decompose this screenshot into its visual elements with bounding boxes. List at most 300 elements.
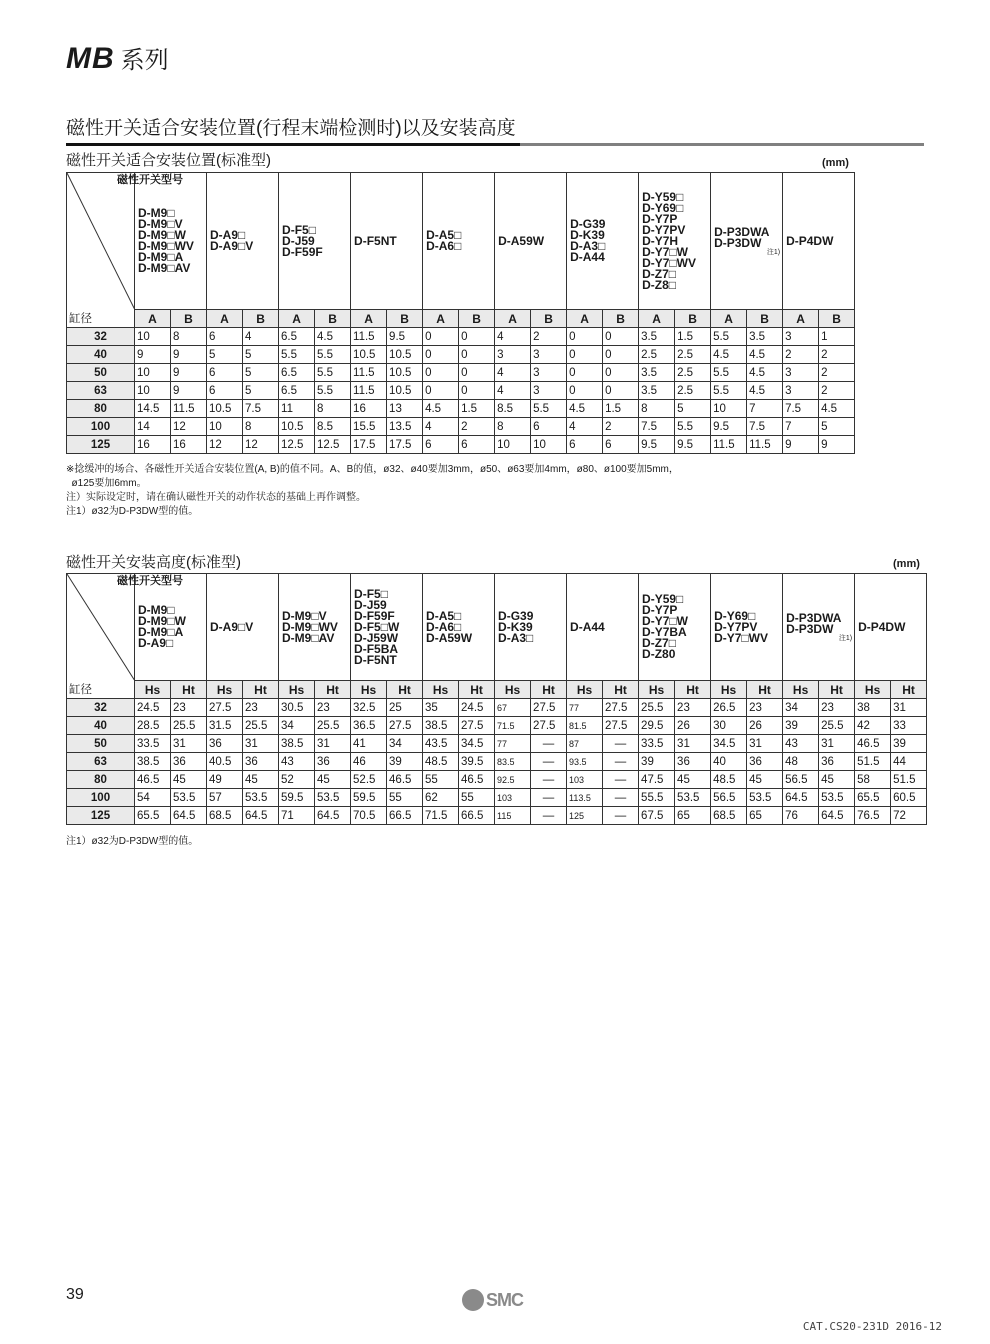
sub-label: Hs (855, 681, 891, 699)
model-name: D-Y7□W (642, 244, 688, 259)
sub-label: Hs (783, 681, 819, 699)
catalog-number: CAT.CS20-231D 2016-12 (802, 1320, 942, 1333)
table-cell: 5 (675, 400, 711, 418)
table-cell: 40.5 (207, 753, 243, 771)
table-cell: 27.5 (207, 699, 243, 717)
table-cell: 7.5 (783, 400, 819, 418)
model-group-header (783, 173, 855, 310)
table-cell: 66.5 (459, 807, 495, 825)
table-cell: 56.5 (711, 789, 747, 807)
model-name: D-M9□ (138, 603, 175, 617)
model-name: D-P3DW (786, 621, 834, 636)
model-name: D-Y7□WV (642, 255, 696, 270)
table-cell: — (603, 807, 639, 825)
table-cell: 9 (819, 436, 855, 454)
table-cell: 65.5 (855, 789, 891, 807)
sub-label: Ht (747, 681, 783, 699)
table-cell: 5.5 (315, 346, 351, 364)
sub-label: A (279, 310, 315, 328)
model-name: D-P3DW (714, 235, 762, 250)
sub-label: Ht (819, 681, 855, 699)
sub-label: B (531, 310, 567, 328)
table-cell: 3 (783, 364, 819, 382)
series-title (66, 40, 169, 76)
header-row (67, 574, 927, 681)
model-name: D-Y7PV (714, 619, 758, 634)
sub-label: A (639, 310, 675, 328)
table-cell: 36 (747, 753, 783, 771)
table-cell: 92.5 (495, 771, 531, 789)
model-name: D-Z7□ (642, 636, 676, 650)
table-cell: 8 (315, 400, 351, 418)
table-cell: 4 (567, 418, 603, 436)
table-cell: 9 (783, 436, 819, 454)
model-name: D-Z80 (642, 647, 676, 661)
model-name: D-Y7P (642, 211, 678, 226)
table-cell: 5.5 (675, 418, 711, 436)
table-cell: 4 (495, 382, 531, 400)
table-cell: 3 (531, 364, 567, 382)
table-cell: 9 (135, 346, 171, 364)
table-cell: 13 (387, 400, 423, 418)
table-cell: — (531, 753, 567, 771)
table-cell: 38.5 (279, 735, 315, 753)
model-group-header (495, 574, 567, 681)
table-cell: 25 (387, 699, 423, 717)
model-group-header (711, 173, 783, 310)
series-word: 系列 (120, 47, 169, 74)
table-cell: 52.5 (351, 771, 387, 789)
table-cell: 34 (783, 699, 819, 717)
table-cell: 9 (171, 364, 207, 382)
table-cell: 2 (819, 382, 855, 400)
sub-label: B (459, 310, 495, 328)
table-cell: 113.5 (567, 789, 603, 807)
table-cell: 25.5 (639, 699, 675, 717)
table-cell: 125 (567, 807, 603, 825)
sub-label: Hs (279, 681, 315, 699)
sub-label: A (711, 310, 747, 328)
table-cell: 43.5 (423, 735, 459, 753)
table-cell: 8 (243, 418, 279, 436)
table-cell: 6 (531, 418, 567, 436)
table-cell: 34 (279, 717, 315, 735)
table-cell: 9 (171, 346, 207, 364)
note-line: 注）实际设定时，请在确认磁性开关的动作状态的基础上再作调整。 (66, 492, 366, 503)
table-cell: 8 (639, 400, 675, 418)
corner-model-label: 磁性开关型号 (117, 575, 183, 587)
table-cell: 28.5 (135, 717, 171, 735)
table-cell: 54 (135, 789, 171, 807)
table-cell: 12.5 (315, 436, 351, 454)
bore-size: 125 (67, 807, 135, 825)
table-cell: 32.5 (351, 699, 387, 717)
table-cell: 3 (783, 382, 819, 400)
table-cell: — (603, 789, 639, 807)
table-cell: 10.5 (387, 364, 423, 382)
table-cell: 2 (819, 364, 855, 382)
table-cell: 36 (675, 753, 711, 771)
table-cell: 5 (243, 346, 279, 364)
bore-size: 32 (67, 328, 135, 346)
table-cell: 9 (171, 382, 207, 400)
table-cell: 53.5 (675, 789, 711, 807)
model-note: 注1) (838, 634, 853, 642)
model-name: D-K39 (570, 228, 605, 242)
model-group-header (135, 173, 207, 310)
table-cell: 31 (747, 735, 783, 753)
table-cell: 45 (747, 771, 783, 789)
table-cell: 5 (207, 346, 243, 364)
table-cell: 0 (459, 346, 495, 364)
bore-size: 40 (67, 346, 135, 364)
sub-label: A (423, 310, 459, 328)
table-row (67, 753, 927, 771)
table-cell: 77 (495, 735, 531, 753)
table-cell: 36 (315, 753, 351, 771)
table-cell: 48.5 (711, 771, 747, 789)
model-group-header (855, 574, 927, 681)
table-cell: 3 (531, 346, 567, 364)
table-cell: 64.5 (315, 807, 351, 825)
table-row (67, 699, 927, 717)
table-cell: 103 (567, 771, 603, 789)
table-cell: 6 (207, 382, 243, 400)
table-cell: 5.5 (315, 364, 351, 382)
table-cell: 48 (783, 753, 819, 771)
table-cell: 16 (351, 400, 387, 418)
table-cell: 34 (387, 735, 423, 753)
table-cell: 55.5 (639, 789, 675, 807)
table-cell: 0 (459, 364, 495, 382)
table-cell: 6 (603, 436, 639, 454)
table-cell: — (603, 771, 639, 789)
table-cell: 10 (531, 436, 567, 454)
table-cell: 4 (243, 328, 279, 346)
model-name: D-Y7H (642, 233, 679, 248)
sub-label: Hs (639, 681, 675, 699)
table-cell: 71.5 (495, 717, 531, 735)
table-cell: 0 (423, 328, 459, 346)
table-cell: 0 (567, 364, 603, 382)
table-cell: 4.5 (567, 400, 603, 418)
model-name: D-Z8□ (642, 277, 676, 292)
sub-label: A (495, 310, 531, 328)
sub-label: B (747, 310, 783, 328)
model-name: D-F5NT (354, 652, 397, 667)
table-cell: 103 (495, 789, 531, 807)
table-cell: 45 (675, 771, 711, 789)
table-cell: 8 (495, 418, 531, 436)
table-cell: 11.5 (747, 436, 783, 454)
table-cell: 53.5 (171, 789, 207, 807)
sub-label: B (387, 310, 423, 328)
model-name: D-A6□ (426, 239, 462, 253)
table-cell: 10 (135, 328, 171, 346)
table-cell: 30 (711, 717, 747, 735)
sub-header-row (67, 681, 927, 699)
table-cell: 77 (567, 699, 603, 717)
table-cell: 1.5 (459, 400, 495, 418)
table-cell: 0 (567, 328, 603, 346)
table-cell: 55 (387, 789, 423, 807)
table-cell: 53.5 (819, 789, 855, 807)
table-cell: 41 (351, 735, 387, 753)
table-row (67, 364, 855, 382)
sub-label: Ht (675, 681, 711, 699)
table-cell: 3 (495, 346, 531, 364)
sub-label: Ht (243, 681, 279, 699)
table-cell: 53.5 (315, 789, 351, 807)
model-name: D-M9□WV (282, 619, 338, 634)
table-cell: 9.5 (711, 418, 747, 436)
model-name: D-M9□W (138, 614, 186, 628)
table-cell: 27.5 (531, 699, 567, 717)
table-cell: 11.5 (351, 382, 387, 400)
table-row (67, 789, 927, 807)
model-name: D-A9□ (210, 228, 246, 242)
table-cell: 12 (207, 436, 243, 454)
table-cell: 2 (819, 346, 855, 364)
table-cell: 0 (603, 346, 639, 364)
model-name: D-A44 (570, 619, 605, 634)
table-cell: 0 (423, 364, 459, 382)
model-name: D-A3□ (570, 239, 606, 253)
table-cell: 67 (495, 699, 531, 717)
table-cell: — (531, 807, 567, 825)
smc-logo-mark-icon (462, 1289, 484, 1311)
sub-label: A (567, 310, 603, 328)
model-name: D-Z7□ (642, 266, 676, 281)
table-cell: 31 (891, 699, 927, 717)
bore-label: 缸径 (67, 681, 135, 699)
table-row (67, 717, 927, 735)
model-name: D-A9□V (210, 239, 254, 253)
table-cell: 53.5 (243, 789, 279, 807)
table-cell: 0 (567, 382, 603, 400)
model-name: D-G39 (570, 217, 606, 231)
model-name: D-M9□WV (138, 239, 194, 253)
model-name: D-F5□ (354, 586, 388, 601)
table-cell: 15.5 (351, 418, 387, 436)
table-cell: 24.5 (459, 699, 495, 717)
table-cell: 0 (603, 328, 639, 346)
sub-label: B (675, 310, 711, 328)
bore-size: 80 (67, 771, 135, 789)
table-cell: 26 (747, 717, 783, 735)
table-cell: 23 (243, 699, 279, 717)
table-cell: 4 (423, 418, 459, 436)
bore-size: 100 (67, 418, 135, 436)
model-name: D-P3DWA (714, 224, 770, 239)
table-cell: 10.5 (387, 382, 423, 400)
table-cell: 34.5 (711, 735, 747, 753)
table-cell: — (531, 789, 567, 807)
table-cell: 51.5 (855, 753, 891, 771)
bore-size: 125 (67, 436, 135, 454)
model-group-header (135, 574, 207, 681)
model-name: D-A5□ (426, 608, 462, 623)
table-cell: 12 (243, 436, 279, 454)
table-cell: 66.5 (387, 807, 423, 825)
table-cell: 8.5 (315, 418, 351, 436)
model-name: D-G39 (498, 608, 534, 623)
table-row (67, 436, 855, 454)
model-name: D-M9□W (138, 228, 186, 242)
table-cell: 26 (675, 717, 711, 735)
table-cell: 36.5 (351, 717, 387, 735)
table-cell: 43 (783, 735, 819, 753)
table-cell: 38.5 (135, 753, 171, 771)
table-cell: 6.5 (279, 328, 315, 346)
table-cell: 12 (171, 418, 207, 436)
table-cell: 10.5 (279, 418, 315, 436)
table-cell: 2 (783, 346, 819, 364)
table-cell: 2.5 (639, 346, 675, 364)
table-cell: 6.5 (279, 382, 315, 400)
table-cell: 0 (603, 364, 639, 382)
table1-caption: 磁性开关适合安装位置(标准型) (66, 152, 271, 169)
model-name: D-M9□ (138, 206, 175, 220)
note-line: 注1）ø32为D-P3DW型的值。 (66, 836, 199, 847)
table-cell: 64.5 (171, 807, 207, 825)
table-cell: 115 (495, 807, 531, 825)
table-cell: 0 (459, 328, 495, 346)
table-cell: 2 (459, 418, 495, 436)
table-cell: 1.5 (675, 328, 711, 346)
table-cell: 81.5 (567, 717, 603, 735)
model-group-header (207, 173, 279, 310)
model-name: D-J59 (354, 597, 387, 612)
table-cell: 31 (243, 735, 279, 753)
table-cell: 6 (423, 436, 459, 454)
table-cell: 0 (567, 346, 603, 364)
table-cell: 1 (819, 328, 855, 346)
model-name: D-P4DW (786, 233, 834, 248)
table-cell: 11.5 (171, 400, 207, 418)
table-cell: 6 (459, 436, 495, 454)
section-title (66, 113, 924, 146)
model-name: D-J59 (282, 233, 315, 248)
table-cell: 30.5 (279, 699, 315, 717)
table-cell: 71.5 (423, 807, 459, 825)
table-cell: 48.5 (423, 753, 459, 771)
table2-notes (66, 835, 198, 849)
table-cell: 39.5 (459, 753, 495, 771)
model-group-header (639, 574, 711, 681)
table-cell: 6 (207, 364, 243, 382)
table-cell: 45 (243, 771, 279, 789)
table-cell: 5.5 (711, 382, 747, 400)
table-cell: 3.5 (639, 382, 675, 400)
bore-size: 63 (67, 753, 135, 771)
table-cell: 49 (207, 771, 243, 789)
table-cell: 7.5 (243, 400, 279, 418)
model-group-header (711, 574, 783, 681)
table-cell: 0 (423, 382, 459, 400)
model-name: D-A3□ (498, 630, 534, 645)
model-name: D-K39 (498, 619, 533, 634)
table-cell: 29.5 (639, 717, 675, 735)
sub-label: Ht (171, 681, 207, 699)
model-name: D-A5□ (426, 228, 462, 242)
model-group-header (279, 574, 351, 681)
table-cell: 27.5 (459, 717, 495, 735)
table-cell: 38.5 (423, 717, 459, 735)
table-cell: 34.5 (459, 735, 495, 753)
sub-label: Hs (567, 681, 603, 699)
table-cell: — (603, 753, 639, 771)
table-cell: 39 (783, 717, 819, 735)
table-cell: 5.5 (531, 400, 567, 418)
table-cell: 38 (855, 699, 891, 717)
bore-size: 100 (67, 789, 135, 807)
table-cell: 3 (531, 382, 567, 400)
model-group-header (495, 173, 567, 310)
table-cell: 0 (459, 382, 495, 400)
table-cell: 65 (675, 807, 711, 825)
table-cell: 36 (243, 753, 279, 771)
table-cell: 4.5 (747, 346, 783, 364)
model-name: D-Y59□ (642, 592, 684, 606)
table-cell: 23 (171, 699, 207, 717)
table-cell: 25.5 (315, 717, 351, 735)
table-cell: 10 (495, 436, 531, 454)
bore-size: 63 (67, 382, 135, 400)
table-cell: 0 (603, 382, 639, 400)
model-name: D-Y7BA (642, 625, 687, 639)
table-cell: 31.5 (207, 717, 243, 735)
table-cell: 62 (423, 789, 459, 807)
model-name: D-F5BA (354, 641, 399, 656)
sub-label: Hs (351, 681, 387, 699)
sub-label: Ht (315, 681, 351, 699)
table-cell: 14.5 (135, 400, 171, 418)
table-cell: 65 (747, 807, 783, 825)
sub-label: B (171, 310, 207, 328)
table-cell: 4.5 (819, 400, 855, 418)
table-cell: 83.5 (495, 753, 531, 771)
table-cell: 87 (567, 735, 603, 753)
table-cell: 31 (171, 735, 207, 753)
table2-caption: 磁性开关安装高度(标准型) (66, 554, 241, 571)
table-cell: 10 (207, 418, 243, 436)
table1-switch-position (66, 172, 855, 454)
model-name: D-Y7□W (642, 614, 688, 628)
sub-label: Ht (387, 681, 423, 699)
sub-header-row (67, 310, 855, 328)
table-cell: 71 (279, 807, 315, 825)
table-cell: 10 (711, 400, 747, 418)
table-cell: 9.5 (387, 328, 423, 346)
table1-notes (66, 463, 679, 519)
model-name: D-A44 (570, 250, 605, 264)
model-name: D-M9□V (282, 608, 327, 623)
table-cell: 27.5 (603, 699, 639, 717)
table-cell: 23 (819, 699, 855, 717)
table-cell: 26.5 (711, 699, 747, 717)
model-name: D-F5NT (354, 233, 397, 248)
sub-label: Ht (531, 681, 567, 699)
table-cell: 2.5 (675, 364, 711, 382)
table-cell: 10 (135, 382, 171, 400)
table-cell: 2.5 (675, 346, 711, 364)
sub-label: A (207, 310, 243, 328)
model-name: D-Y69□ (714, 608, 756, 623)
sub-label: A (783, 310, 819, 328)
table-cell: 4.5 (315, 328, 351, 346)
table-cell: 55 (459, 789, 495, 807)
